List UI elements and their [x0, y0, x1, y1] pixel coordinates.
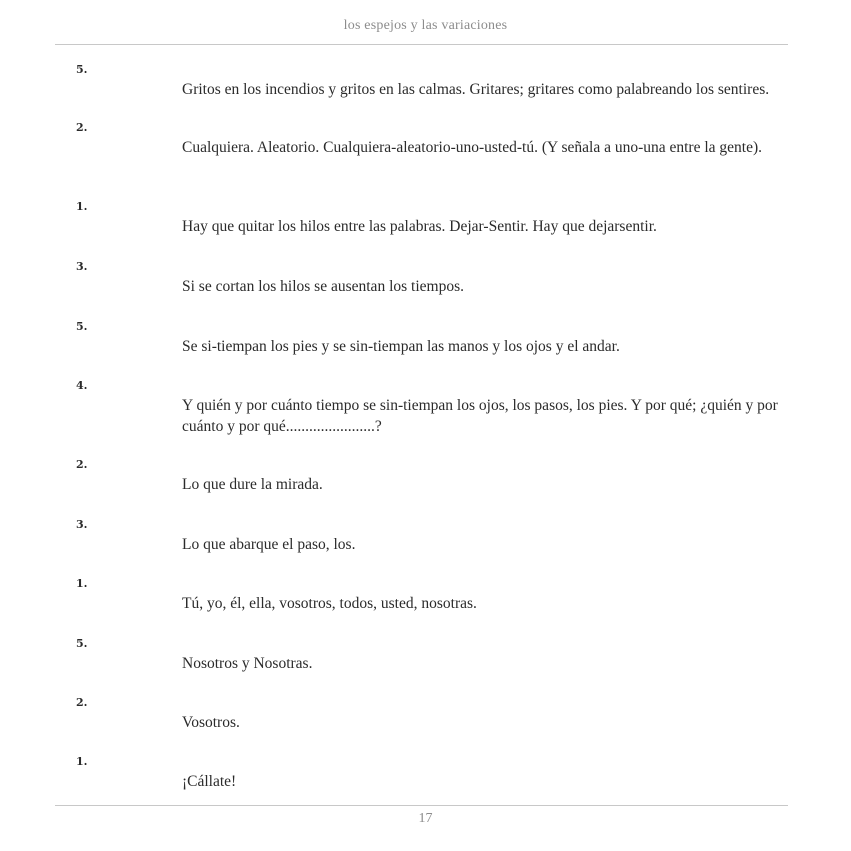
- dialogue-line: Lo que abarque el paso, los.: [182, 536, 356, 553]
- dialogue-line: Y quién y por cuánto tiempo se sin-tiempan los ojos, los pasos, los pies. Y por qué; ¿quién y por cuánto y por qué.......................?: [182, 397, 778, 435]
- dialogue-line: Cualquiera. Aleatorio. Cualquiera-aleatorio-uno-usted-tú. (Y señala a uno-una entre la gente).: [182, 139, 763, 156]
- dialogue-line: Se si-tiempan los pies y se sin-tiempan las manos y los ojos y el andar.: [182, 338, 620, 355]
- speaker-number: 5.: [76, 63, 88, 76]
- dialogue-line: Si se cortan los hilos se ausentan los tiempos.: [182, 278, 464, 295]
- speaker-number: 4.: [76, 379, 88, 392]
- speaker-number: 2.: [76, 696, 88, 709]
- dialogue-line: Lo que dure la mirada.: [182, 476, 323, 493]
- speaker-number: 1.: [76, 755, 88, 768]
- speaker-number: 5.: [76, 320, 88, 333]
- dialogue-line: Gritos en los incendios y gritos en las calmas. Gritares; gritares como palabreando los sentires.: [182, 81, 770, 98]
- speaker-number: 1.: [76, 200, 88, 213]
- speaker-number: 3.: [76, 260, 88, 273]
- speaker-number: 2.: [76, 458, 88, 471]
- page-number: 17: [418, 811, 433, 826]
- speaker-number: 1.: [76, 577, 88, 590]
- dialogue-line: ¡Cállate!: [182, 773, 237, 790]
- speaker-number: 3.: [76, 518, 88, 531]
- speaker-number: 5.: [76, 637, 88, 650]
- running-header: los espejos y las variaciones: [343, 18, 508, 33]
- dialogue-line: Nosotros y Nosotras.: [182, 655, 313, 672]
- dialogue-line: Tú, yo, él, ella, vosotros, todos, usted, nosotras.: [182, 595, 477, 612]
- speaker-number: 2.: [76, 121, 88, 134]
- dialogue-line: Vosotros.: [182, 714, 240, 731]
- dialogue-line: Hay que quitar los hilos entre las palabras. Dejar-Sentir. Hay que dejarsentir.: [182, 218, 657, 235]
- footer-divider: [55, 805, 788, 806]
